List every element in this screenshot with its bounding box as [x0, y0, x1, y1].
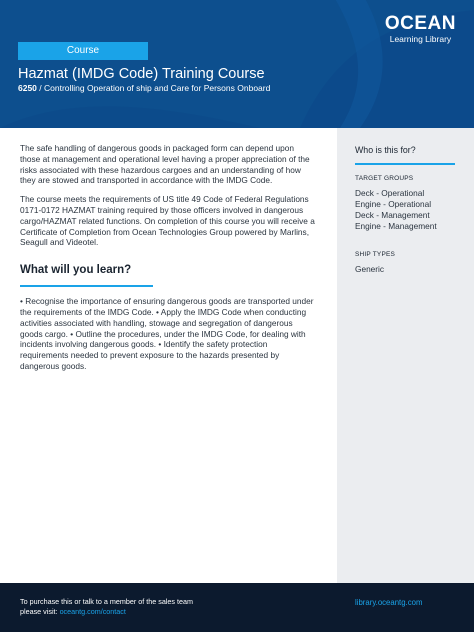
section-divider — [20, 285, 153, 287]
contact-link[interactable]: oceantg.com/contact — [59, 606, 126, 616]
ocean-logo — [385, 14, 456, 45]
learning-outcomes: • Recognise the importance of ensuring dangerous goods are transported under the requirements of the IMDG Code. • Apply the IMDG Code when conducting activities associated with handling, stowage and segregation of dangerous goods cargo. • Outline the procedures, under the IMDG Code, for dealing with incidents involving dangerous goods. • Identify the safety protection requirements needed to prevent exposure to the hazards presented by dangerous goods. — [20, 296, 314, 371]
course-category: / Controlling Operation of ship and Care for Persons Onboard — [36, 83, 271, 93]
ship-types-label: SHIP TYPES — [355, 251, 396, 258]
library-link[interactable]: library.oceantg.com — [355, 598, 423, 607]
main-content — [20, 143, 316, 372]
logo-tagline: Learning Library — [389, 34, 452, 44]
sidebar-divider — [355, 163, 455, 165]
page-title: Hazmat (IMDG Code) Training Course — [18, 66, 265, 82]
header-banner — [0, 0, 474, 128]
description-paragraph: The course meets the requirements of US title 49 Code of Federal Regulations 0171-0172 HAZMAT training required by those officers involved in dangerous cargo/HAZMAT related functions. On completion of this course you will receive a Certificate of Completion from Ocean Technologies Group powered by Marlins, Seagull and Videotel. — [20, 194, 315, 248]
ship-types-list — [355, 264, 384, 275]
footer-contact-text — [20, 597, 193, 616]
list-item: Deck - Management — [355, 210, 430, 220]
sidebar-heading: Who is this for? — [355, 145, 416, 155]
list-item: Deck - Operational — [355, 188, 425, 198]
audience-sidebar — [337, 128, 474, 583]
footer-line: To purchase this or talk to a member of the sales team — [20, 597, 193, 606]
target-groups-label: TARGET GROUPS — [355, 175, 414, 182]
list-item: Generic — [355, 264, 385, 274]
footer-visit-prefix: please visit: — [20, 606, 60, 616]
list-item: Engine - Operational — [355, 199, 432, 209]
target-groups-list — [355, 188, 437, 232]
learn-heading: What will you learn? — [20, 264, 132, 277]
course-subtitle — [18, 83, 270, 93]
footer — [0, 583, 474, 632]
course-badge: Course — [18, 42, 148, 60]
footer-line — [20, 607, 193, 617]
description-paragraph: The safe handling of dangerous goods in packaged form can depend upon those at management and operational level having a proper appreciation of the risks associated with these hazardous cargoes and an understanding of how they are stowed and transported in accordance with the IMDG Code. — [20, 143, 310, 186]
list-item: Engine - Management — [355, 221, 437, 231]
logo-wordmark: OCEAN — [384, 13, 456, 34]
course-code: 6250 — [18, 83, 37, 93]
